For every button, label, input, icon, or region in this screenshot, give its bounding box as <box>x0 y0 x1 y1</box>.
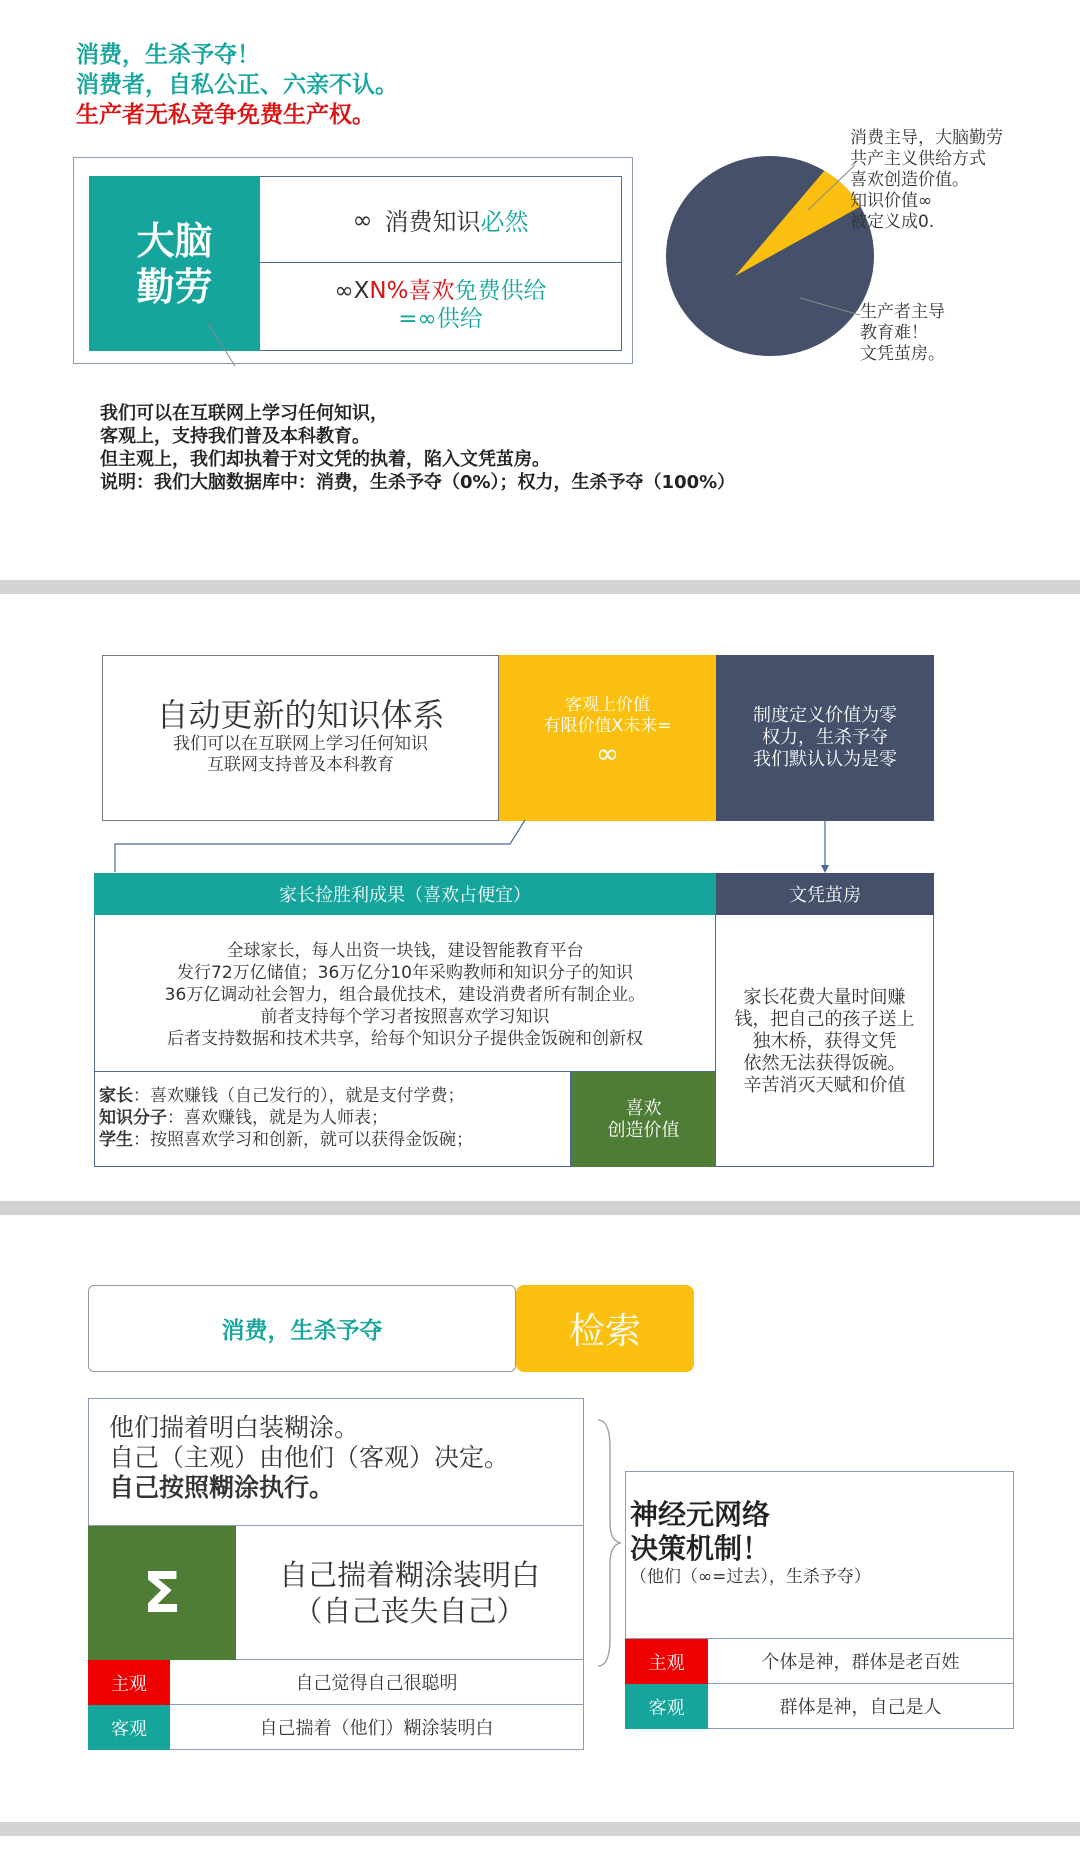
sigma-text-l2: （自己丧失自己） <box>293 1593 526 1628</box>
intro-line-1: 我们可以在互联网上学习任何知识， <box>100 403 388 424</box>
institution-l1: 制度定义价值为零 <box>753 705 897 726</box>
platform-description <box>94 915 716 1072</box>
knowledge-system-sub-1: 我们可以在互联网上学习任何知识 <box>173 734 428 754</box>
intro-line-2: 客观上，支持我们普及本科教育。 <box>100 426 370 447</box>
role-parent <box>99 1085 570 1107</box>
sigma-text <box>236 1526 584 1660</box>
role-intellectual-name: 知识分子 <box>99 1108 167 1128</box>
create-value-l2: 创造价值 <box>607 1119 680 1141</box>
roles-box <box>94 1072 571 1167</box>
nn-objective-label: 客观 <box>625 1684 708 1729</box>
brace-connector <box>596 1418 624 1668</box>
role-student <box>99 1129 570 1151</box>
knowledge-system-sub-2: 互联网支持普及本科教育 <box>207 755 394 775</box>
subjective-text: 自己觉得自己很聪明 <box>170 1660 584 1705</box>
they-line-1: 他们揣着明白装糊涂。 <box>109 1413 360 1442</box>
connector-lines <box>100 820 940 876</box>
pointer-line <box>205 320 245 370</box>
role-student-text: ：按照喜欢学习和创新，就可以获得金饭碗； <box>133 1130 473 1150</box>
they-box <box>88 1398 584 1526</box>
section-divider-3 <box>0 1822 1080 1836</box>
knowledge-system-box <box>102 655 499 821</box>
objective-text: 自己揣着（他们）糊涂装明白 <box>170 1705 584 1750</box>
platform-line-4: 前者支持每个学习者按照喜欢学习知识 <box>260 1007 550 1027</box>
pie-label-large: 生产者主导 教育难！ 文凭茧房。 <box>860 302 945 364</box>
cocoon-line-2: 钱，把自己的孩子送上 <box>734 1009 915 1030</box>
role-parent-name: 家长 <box>99 1086 133 1106</box>
intro-paragraph <box>100 402 735 494</box>
nn-title-l1: 神经元网络 <box>630 1498 771 1531</box>
platform-line-1: 全球家长，每人出资一块钱，建设智能教育平台 <box>226 941 584 961</box>
header-line-2: 消费者，自私公正、六亲不认。 <box>76 72 398 98</box>
consumption-label: 消费，生杀予夺 <box>88 1285 516 1372</box>
header-line-3: 生产者无私竞争免费生产权。 <box>76 102 375 128</box>
search-button[interactable]: 检索 <box>516 1285 694 1372</box>
parents-header: 家长捡胜利成果（喜欢占便宜） <box>94 873 716 915</box>
cocoon-line-4: 依然无法获得饭碗。 <box>743 1053 906 1074</box>
row2-d: 免费供给 <box>454 278 547 304</box>
header-line-1: 消费，生杀予夺！ <box>76 42 260 68</box>
they-line-3: 自己按照糊涂执行。 <box>109 1473 335 1502</box>
role-intellectual-text: ：喜欢赚钱，就是为人师表； <box>167 1108 388 1128</box>
panel-row-2 <box>260 263 622 351</box>
neural-network-box <box>625 1471 1014 1639</box>
row2-b: N% <box>369 278 409 304</box>
row2-a: ∞X <box>334 278 370 304</box>
infinity-symbol: ∞ <box>352 205 373 234</box>
platform-line-5: 后者支持数据和技术共享，给每个知识分子提供金饭碗和创新权 <box>167 1029 643 1049</box>
nn-title-l2: 决策机制！ <box>630 1532 771 1565</box>
objective-value-box <box>499 655 716 821</box>
nn-subtitle: （他们（∞=过去），生杀予夺） <box>630 1567 871 1587</box>
institution-box <box>716 655 934 821</box>
cocoon-line-3: 独木桥，获得文凭 <box>752 1031 897 1052</box>
infinity-icon: ∞ <box>595 737 620 770</box>
role-intellectual <box>99 1107 570 1129</box>
platform-line-3: 36万亿调动社会智力，组合最优技术，建设消费者所有制企业。 <box>164 985 646 1005</box>
sigma-text-l1: 自己揣着糊涂装明白 <box>278 1557 540 1592</box>
nn-objective-text: 群体是神，自己是人 <box>708 1684 1014 1729</box>
diploma-cocoon-description <box>716 915 934 1167</box>
pie-label-small: 消费主导，大脑勤劳 共产主义供给方式 喜欢创造价值。 知识价值∞ 被定义成0. <box>850 128 1003 232</box>
objective-value-l2: 有限价值X未来= <box>543 716 672 736</box>
they-line-2: 自己（主观）由他们（客观）决定。 <box>109 1443 510 1472</box>
knowledge-system-title: 自动更新的知识体系 <box>156 696 445 734</box>
row1-text-b: 必然 <box>480 208 529 236</box>
section-divider-1 <box>0 580 1080 594</box>
sigma-icon: Σ <box>88 1526 236 1660</box>
diploma-cocoon-header: 文凭茧房 <box>716 873 934 915</box>
create-value-l1: 喜欢 <box>625 1097 662 1119</box>
create-value-box <box>571 1072 716 1167</box>
institution-l2: 权力，生杀予夺 <box>762 727 888 748</box>
section-divider-2 <box>0 1201 1080 1215</box>
subjective-label: 主观 <box>88 1660 170 1705</box>
objective-label: 客观 <box>88 1705 170 1750</box>
cocoon-line-1: 家长花费大量时间赚 <box>743 987 906 1008</box>
nn-subjective-label: 主观 <box>625 1639 708 1684</box>
platform-line-2: 发行72万亿储值；36万亿分10年采购教师和知识分子的知识 <box>177 963 633 983</box>
row2-line2: =∞供给 <box>398 306 483 332</box>
panel-row-1 <box>260 176 622 263</box>
institution-l3: 我们默认认为是零 <box>753 749 897 770</box>
row2-c: 喜欢 <box>408 278 455 304</box>
cocoon-line-5: 辛苦消灭天赋和价值 <box>743 1075 906 1096</box>
objective-value-l1: 客观上价值 <box>565 695 650 715</box>
brain-label: 大脑 勤劳 <box>89 176 260 351</box>
intro-line-4: 说明：我们大脑数据库中：消费，生杀予夺（0%）；权力，生杀予夺（100%） <box>100 472 736 493</box>
nn-subjective-text: 个体是神，群体是老百姓 <box>708 1639 1014 1684</box>
role-parent-text: ：喜欢赚钱（自己发行的），就是支付学费； <box>133 1086 465 1106</box>
row1-text-a: 消费知识 <box>384 208 481 236</box>
intro-line-3: 但主观上，我们却执着于对文凭的执着，陷入文凭茧房。 <box>100 449 550 470</box>
role-student-name: 学生 <box>99 1130 133 1150</box>
